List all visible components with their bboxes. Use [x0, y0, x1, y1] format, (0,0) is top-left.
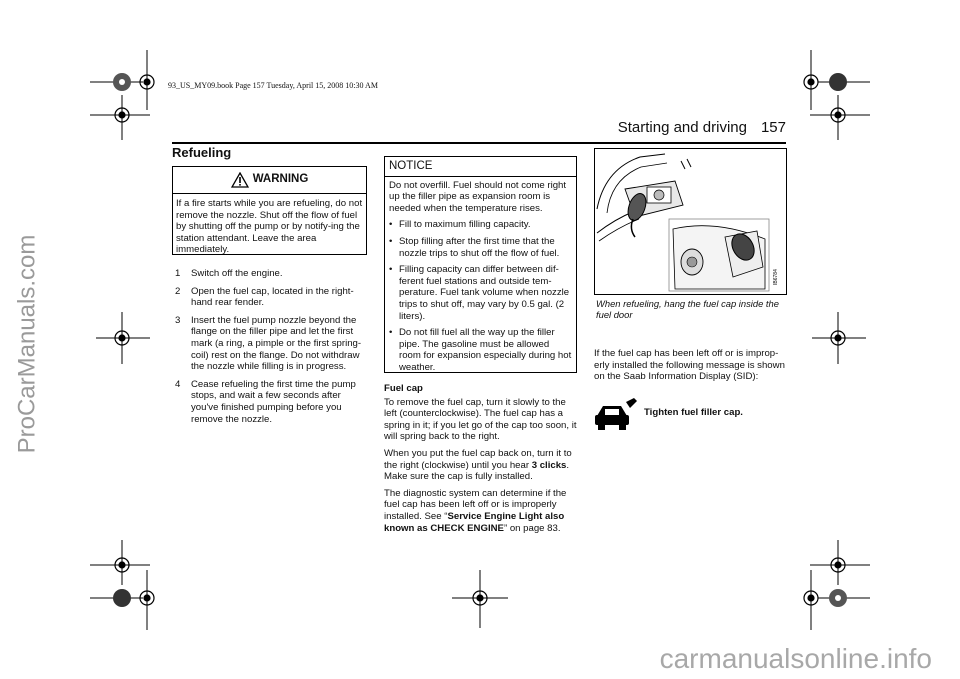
- refuel-steps: [172, 268, 368, 431]
- fuel-door-figure: [594, 148, 787, 295]
- side-watermark: ProCarManuals.com: [13, 234, 41, 454]
- header-rule: [172, 142, 786, 144]
- notice-heading: NOTICE: [385, 157, 576, 177]
- list-item: • Stop filling after the first time that the nozzle trips to shut off the flow of fuel.: [389, 235, 560, 259]
- figure-caption: When refueling, hang the fuel cap inside the fuel door: [596, 298, 779, 321]
- fuel-cap-paragraph: The diagnostic system can determine if the fuel cap has been left off or is improperly installed. See “Service Engine Light also known as CHECK ENGINE” on page 83.: [384, 487, 567, 534]
- warning-box: [172, 166, 367, 255]
- warning-header: [173, 167, 366, 194]
- warning-text: If a fire starts while you are refueling, do not remove the nozzle. Shut off the flow of fuel by shutting off the pump or by notify-ing the station attendant. Leave the area immediately.: [176, 198, 363, 256]
- list-item: • Do not fill fuel all the way up the filler pipe. The gasoline must be allowed room for expansion especially during hot weather.: [389, 327, 572, 373]
- list-item: 3 Insert the fuel pump nozzle beyond the flange on the filler pipe and let the first mark (a ring, a pimple or the first spring-coil) rest on the flange. Do not withdraw the nozzle while filling is in progress.: [175, 314, 362, 373]
- car-wrench-icon: [594, 398, 638, 432]
- fuel-cap-heading: Fuel cap: [384, 383, 423, 394]
- fuel-cap-paragraph: To remove the fuel cap, turn it slowly to the left (counterclockwise). The fuel cap has a spring in it; if you let go of the cap too soon, it will spring back to the right.: [384, 396, 577, 443]
- page-header: [618, 119, 786, 136]
- list-item: 1 Switch off the engine.: [175, 268, 283, 279]
- notice-intro: Do not overfill. Fuel should not come right up the filler pipe as expansion room is needed when the temperature rises.: [389, 179, 567, 214]
- book-info-line: 93_US_MY09.book Page 157 Tuesday, April 15, 2008 10:30 AM: [168, 81, 378, 90]
- page-title: Refueling: [172, 145, 232, 160]
- list-item: • Filling capacity can differ between dif-ferent fuel stations and outside tem-perature. Fuel tank volume when nozzle trips to shut off, may vary by 0.5 gal. (2 liters).: [389, 264, 570, 322]
- figure-code: IB6784: [773, 269, 779, 285]
- list-item: • Fill to maximum filling capacity.: [389, 219, 531, 231]
- notice-box: [384, 156, 577, 373]
- sid-message: Tighten fuel filler cap.: [644, 407, 743, 418]
- fuel-cap-paragraph: When you put the fuel cap back on, turn it to the right (clockwise) until you hear 3 clicks. Make sure the cap is fully installed.: [384, 447, 572, 483]
- warning-heading: WARNING: [252, 173, 309, 186]
- section-name: Starting and driving: [617, 119, 747, 136]
- list-item: 4 Cease refueling the first time the pump stops, and wait a few seconds after you've finished pumping before you remove the nozzle.: [175, 378, 356, 425]
- footer-watermark: carmanualsonline.info: [659, 643, 932, 674]
- page-number: 157: [760, 119, 786, 136]
- warning-triangle-icon: [231, 172, 249, 188]
- fuel-door-illustration: [595, 149, 786, 294]
- list-item: 2 Open the fuel cap, located in the right-hand rear fender.: [175, 285, 354, 309]
- fuel-cap-section: [384, 383, 580, 539]
- sid-intro: If the fuel cap has been left off or is improp-erly installed the following message is shown on the Saab Information Display (SID):: [594, 348, 785, 383]
